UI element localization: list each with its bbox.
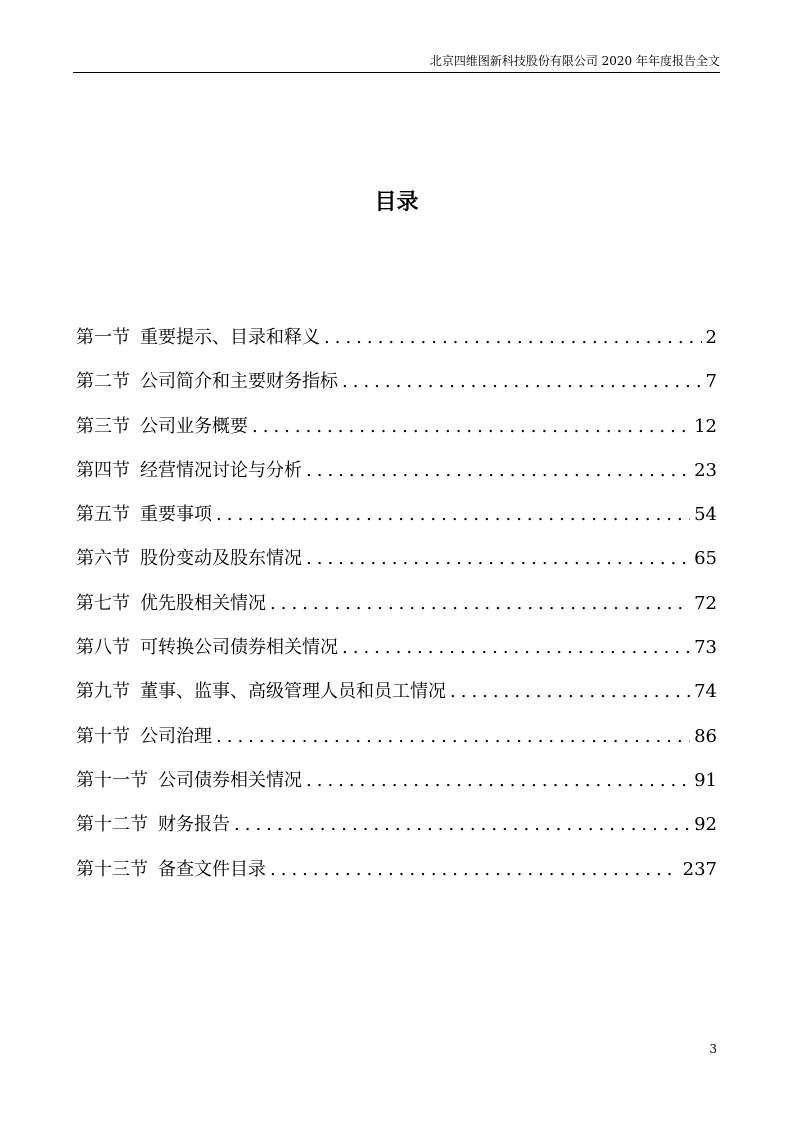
toc-chapter: 第七节	[76, 592, 130, 614]
toc-page-number: 54	[694, 504, 717, 526]
toc-dot-leader	[306, 457, 690, 485]
toc-dot-leader	[324, 324, 702, 352]
toc-page-number: 91	[694, 769, 717, 791]
toc-heading: 重要事项	[140, 504, 212, 526]
toc-page-number: 72	[694, 592, 717, 614]
toc-page-number: 12	[694, 415, 717, 437]
toc-dot-leader	[270, 856, 679, 884]
toc-entry-1[interactable]	[76, 324, 717, 368]
toc-entry-11[interactable]	[76, 767, 717, 811]
toc-entry-9[interactable]	[76, 678, 717, 722]
toc-entry-10[interactable]	[76, 723, 717, 767]
toc-dot-leader	[252, 413, 690, 441]
toc-chapter: 第十节	[76, 725, 130, 747]
toc-entry-3[interactable]	[76, 413, 717, 457]
toc-heading: 董事、监事、高级管理人员和员工情况	[140, 681, 446, 703]
toc-heading: 备查文件目录	[158, 858, 266, 880]
toc-heading: 经营情况讨论与分析	[140, 459, 302, 481]
toc-dot-leader	[270, 590, 690, 618]
toc-heading: 优先股相关情况	[140, 592, 266, 614]
toc-chapter: 第九节	[76, 681, 130, 703]
toc-heading: 公司债券相关情况	[158, 769, 302, 791]
toc-page-number: 86	[694, 725, 717, 747]
toc-page-number: 7	[705, 371, 717, 393]
toc-dot-leader	[306, 767, 690, 795]
toc-dot-leader	[216, 501, 690, 529]
toc-heading: 重要提示、目录和释义	[140, 327, 320, 348]
toc-page-number: 237	[682, 858, 717, 880]
toc-entry-2[interactable]	[76, 368, 717, 412]
toc-entry-13[interactable]	[76, 856, 717, 900]
toc-entry-6[interactable]	[76, 545, 717, 589]
toc-heading: 股份变动及股东情况	[140, 548, 302, 570]
toc-chapter: 第一节	[76, 327, 130, 348]
toc-dot-leader	[306, 545, 690, 573]
table-of-contents	[76, 324, 717, 900]
toc-chapter: 第六节	[76, 548, 130, 570]
toc-chapter: 第五节	[76, 504, 130, 526]
toc-entry-4[interactable]	[76, 457, 717, 501]
toc-chapter: 第三节	[76, 415, 130, 437]
toc-heading: 公司简介和主要财务指标	[140, 371, 338, 393]
toc-page-number: 73	[694, 637, 717, 659]
page-title: 目录	[374, 190, 419, 215]
toc-chapter: 第八节	[76, 637, 130, 659]
toc-dot-leader	[216, 723, 690, 751]
toc-heading: 财务报告	[158, 814, 230, 836]
toc-page-number: 92	[694, 814, 717, 836]
toc-page-number: 74	[694, 681, 717, 703]
toc-entry-12[interactable]	[76, 811, 717, 855]
page-number: 3	[709, 1042, 717, 1056]
running-header: 北京四维图新科技股份有限公司 2020 年年度报告全文	[429, 54, 720, 68]
toc-chapter: 第二节	[76, 371, 130, 393]
toc-heading: 公司治理	[140, 725, 212, 747]
toc-page-number: 2	[705, 327, 717, 348]
toc-entry-8[interactable]	[76, 634, 717, 678]
toc-dot-leader	[342, 634, 690, 662]
toc-entry-5[interactable]	[76, 501, 717, 545]
toc-dot-leader	[342, 368, 702, 396]
header-rule	[73, 72, 720, 73]
toc-dot-leader	[234, 811, 690, 839]
toc-dot-leader	[450, 678, 690, 706]
toc-heading: 公司业务概要	[140, 415, 248, 437]
toc-chapter: 第十一节	[76, 769, 148, 791]
toc-page-number: 23	[694, 459, 717, 481]
toc-page-number: 65	[694, 548, 717, 570]
toc-chapter: 第十三节	[76, 858, 148, 880]
toc-heading: 可转换公司债券相关情况	[140, 637, 338, 659]
toc-chapter: 第四节	[76, 459, 130, 481]
toc-chapter: 第十二节	[76, 814, 148, 836]
toc-entry-7[interactable]	[76, 590, 717, 634]
